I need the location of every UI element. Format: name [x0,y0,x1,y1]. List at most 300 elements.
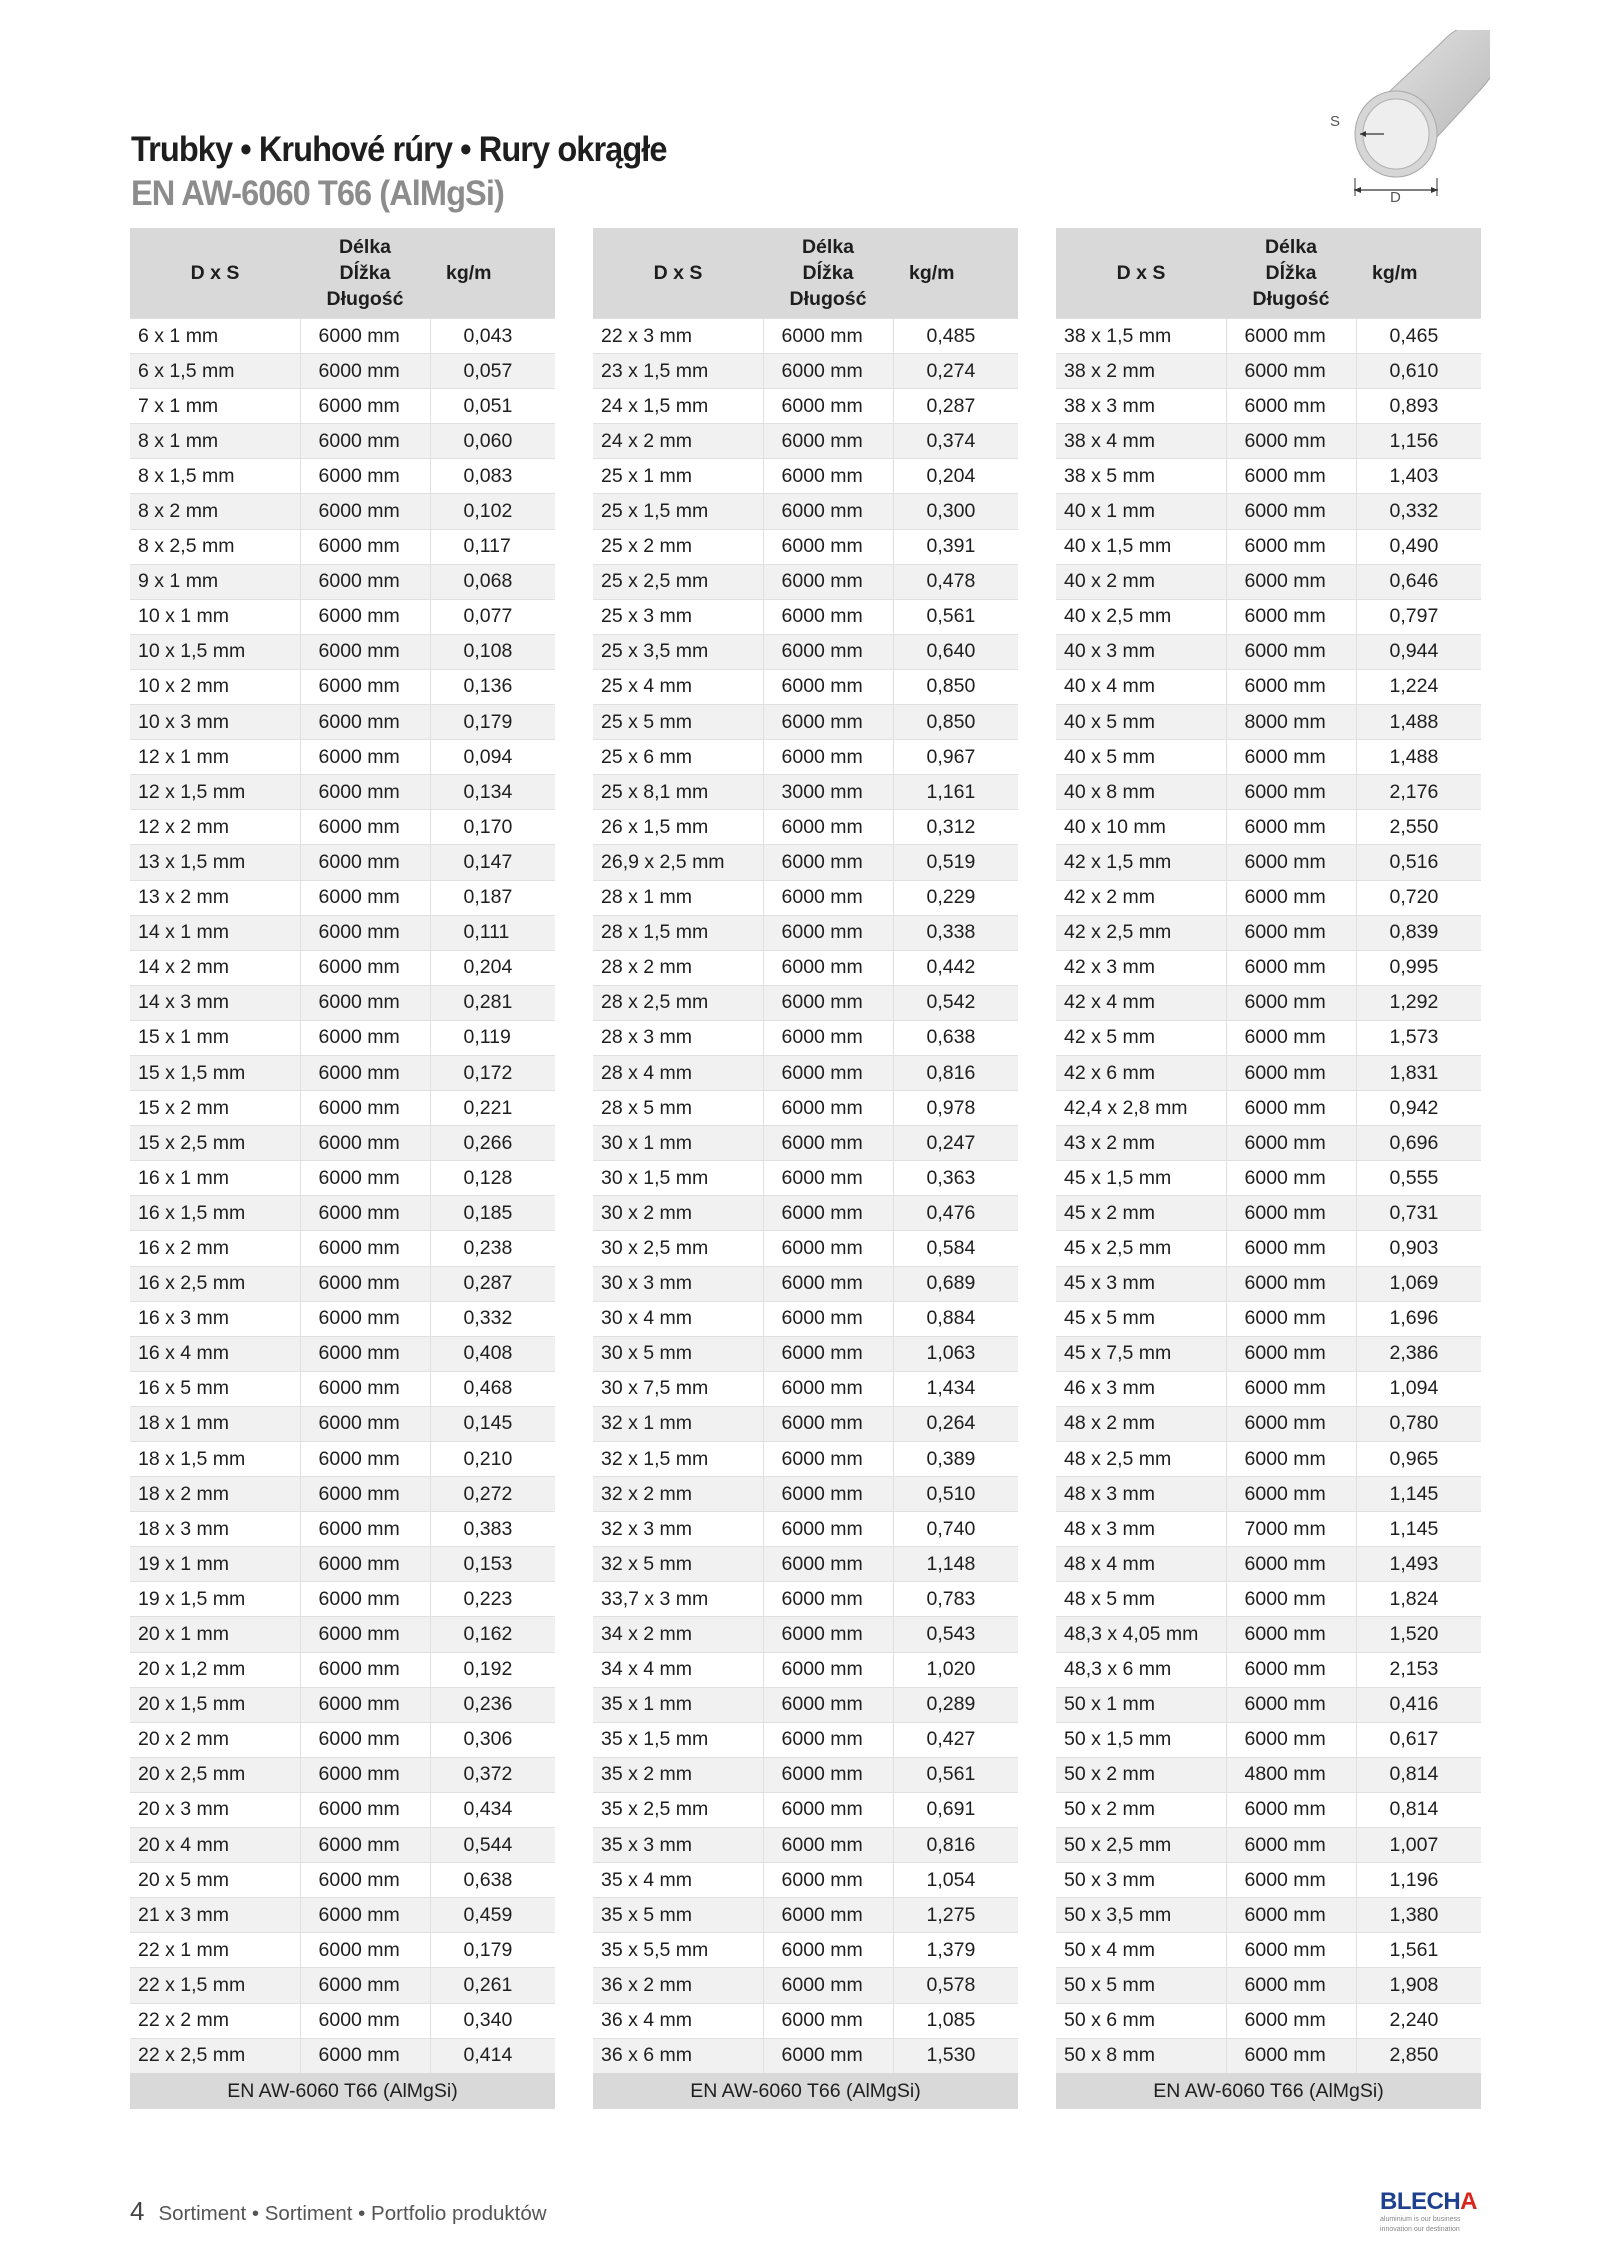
cell-length: 6000 mm [300,1477,430,1512]
cell-dimension: 48 x 3 mm [1056,1512,1226,1547]
cell-weight: 2,240 [1356,2003,1481,2038]
cell-dimension: 12 x 1 mm [130,740,300,775]
cell-dimension: 16 x 2,5 mm [130,1266,300,1301]
cell-dimension: 48 x 5 mm [1056,1582,1226,1617]
table-row [593,880,1018,915]
table-row [1056,1828,1481,1863]
cell-weight: 0,967 [893,740,1018,775]
table-row [130,1336,555,1371]
table-row [1056,915,1481,950]
cell-weight: 0,312 [893,810,1018,845]
cell-length: 6000 mm [300,1617,430,1652]
table-row [593,1126,1018,1161]
cell-weight: 0,696 [1356,1126,1481,1161]
cell-weight: 0,051 [430,389,555,424]
brand-name-main: BLECH [1380,2188,1461,2215]
cell-dimension: 25 x 2,5 mm [593,564,763,599]
cell-dimension: 40 x 2,5 mm [1056,599,1226,634]
table-row [1056,1477,1481,1512]
table-row [593,1196,1018,1231]
cell-length: 6000 mm [300,740,430,775]
table-footer-alloy: EN AW-6060 T66 (AlMgSi) [1056,2073,1481,2109]
footer-text: Sortiment • Sortiment • Portfolio produktów [158,2202,547,2225]
cell-dimension: 30 x 1,5 mm [593,1161,763,1196]
cell-dimension: 15 x 1 mm [130,1020,300,1055]
cell-dimension: 25 x 1,5 mm [593,494,763,529]
cell-dimension: 8 x 1,5 mm [130,459,300,494]
cell-dimension: 38 x 5 mm [1056,459,1226,494]
cell-dimension: 10 x 1 mm [130,599,300,634]
cell-length: 6000 mm [300,1371,430,1406]
table-row [1056,1687,1481,1722]
cell-weight: 0,638 [893,1020,1018,1055]
page-subtitle: EN AW-6060 T66 (AlMgSi) [131,174,504,213]
cell-dimension: 32 x 2 mm [593,1477,763,1512]
cell-weight: 0,561 [893,1757,1018,1792]
cell-dimension: 36 x 4 mm [593,2003,763,2038]
cell-weight: 0,172 [430,1055,555,1090]
cell-weight: 0,170 [430,810,555,845]
cell-weight: 0,147 [430,845,555,880]
cell-dimension: 50 x 8 mm [1056,2038,1226,2073]
table-row [130,1512,555,1547]
cell-dimension: 13 x 1,5 mm [130,845,300,880]
cell-dimension: 50 x 2 mm [1056,1757,1226,1792]
diameter-label: D [1390,189,1401,206]
table-row [1056,1898,1481,1933]
cell-length: 6000 mm [1226,1055,1356,1090]
cell-dimension: 45 x 2 mm [1056,1196,1226,1231]
table-row [593,1266,1018,1301]
cell-length: 6000 mm [300,705,430,740]
cell-weight: 1,145 [1356,1512,1481,1547]
cell-dimension: 25 x 3 mm [593,599,763,634]
table-row [1056,1406,1481,1441]
cell-weight: 0,094 [430,740,555,775]
cell-length: 6000 mm [300,1687,430,1722]
table-row [130,1196,555,1231]
table-header-row [593,228,1018,319]
cell-weight: 1,020 [893,1652,1018,1687]
cell-weight: 1,085 [893,2003,1018,2038]
cell-dimension: 22 x 2 mm [130,2003,300,2038]
cell-length: 6000 mm [763,845,893,880]
cell-dimension: 35 x 2,5 mm [593,1792,763,1827]
cell-dimension: 25 x 2 mm [593,529,763,564]
cell-length: 6000 mm [300,880,430,915]
cell-weight: 1,488 [1356,705,1481,740]
cell-length: 6000 mm [300,985,430,1020]
cell-weight: 0,519 [893,845,1018,880]
table-row [593,354,1018,389]
cell-weight: 0,783 [893,1582,1018,1617]
cell-length: 6000 mm [1226,1477,1356,1512]
cell-weight: 0,300 [893,494,1018,529]
table-row [130,1757,555,1792]
cell-dimension: 24 x 2 mm [593,424,763,459]
cell-dimension: 42 x 4 mm [1056,985,1226,1020]
cell-weight: 0,179 [430,1933,555,1968]
table-footer-row [593,2073,1018,2109]
table-row [593,1757,1018,1792]
cell-weight: 0,223 [430,1582,555,1617]
table-row [1056,810,1481,845]
table-row [1056,1968,1481,2003]
table-row [130,424,555,459]
table-row [130,319,555,354]
cell-length: 6000 mm [300,1020,430,1055]
cell-length: 6000 mm [300,1301,430,1336]
cell-weight: 0,281 [430,985,555,1020]
cell-length: 6000 mm [300,1933,430,1968]
cell-weight: 0,408 [430,1336,555,1371]
cell-dimension: 19 x 1 mm [130,1547,300,1582]
table-row [593,529,1018,564]
cell-length: 6000 mm [763,915,893,950]
cell-weight: 0,442 [893,950,1018,985]
cell-weight: 0,578 [893,1968,1018,2003]
cell-dimension: 40 x 5 mm [1056,705,1226,740]
cell-weight: 2,550 [1356,810,1481,845]
cell-dimension: 10 x 2 mm [130,669,300,704]
cell-length: 6000 mm [300,319,430,354]
table-row [1056,1652,1481,1687]
cell-dimension: 30 x 2,5 mm [593,1231,763,1266]
header-length-cz: Délka [801,236,855,258]
cell-weight: 2,386 [1356,1336,1481,1371]
table-row [593,1091,1018,1126]
cell-dimension: 50 x 3,5 mm [1056,1898,1226,1933]
table-row [1056,1547,1481,1582]
cell-weight: 0,617 [1356,1722,1481,1757]
cell-dimension: 16 x 2 mm [130,1231,300,1266]
table-row [1056,950,1481,985]
header-length-pl: Długość [326,288,404,310]
cell-length: 6000 mm [1226,1687,1356,1722]
cell-dimension: 22 x 2,5 mm [130,2038,300,2073]
table-row [1056,985,1481,1020]
table-row [1056,1091,1481,1126]
cell-weight: 0,272 [430,1477,555,1512]
table-row [130,1863,555,1898]
cell-dimension: 50 x 2 mm [1056,1792,1226,1827]
table-row [130,845,555,880]
cell-weight: 0,187 [430,880,555,915]
cell-dimension: 12 x 2 mm [130,810,300,845]
table-row [593,1231,1018,1266]
cell-length: 7000 mm [1226,1512,1356,1547]
cell-weight: 0,332 [1356,494,1481,529]
cell-length: 6000 mm [1226,354,1356,389]
table-row [1056,494,1481,529]
cell-length: 6000 mm [1226,669,1356,704]
table-header-row [130,228,555,319]
cell-weight: 0,816 [893,1828,1018,1863]
cell-dimension: 9 x 1 mm [130,564,300,599]
cell-length: 6000 mm [1226,810,1356,845]
cell-dimension: 35 x 4 mm [593,1863,763,1898]
cell-weight: 0,179 [430,705,555,740]
cell-dimension: 32 x 1 mm [593,1406,763,1441]
table-row [1056,459,1481,494]
cell-dimension: 25 x 6 mm [593,740,763,775]
cell-length: 6000 mm [300,810,430,845]
table-row [593,810,1018,845]
table-row [130,1091,555,1126]
table-row [593,1055,1018,1090]
cell-length: 6000 mm [763,1828,893,1863]
cell-length: 6000 mm [1226,845,1356,880]
cell-dimension: 50 x 2,5 mm [1056,1828,1226,1863]
page-footer [130,2196,547,2227]
cell-length: 6000 mm [300,1722,430,1757]
cell-weight: 1,148 [893,1547,1018,1582]
cell-weight: 0,740 [893,1512,1018,1547]
cell-length: 6000 mm [763,1020,893,1055]
cell-length: 6000 mm [763,1863,893,1898]
cell-dimension: 15 x 2,5 mm [130,1126,300,1161]
cell-weight: 0,340 [430,2003,555,2038]
cell-dimension: 28 x 1,5 mm [593,915,763,950]
cell-length: 6000 mm [300,1336,430,1371]
cell-weight: 1,403 [1356,459,1481,494]
cell-length: 6000 mm [1226,529,1356,564]
cell-length: 6000 mm [763,880,893,915]
cell-length: 6000 mm [1226,1582,1356,1617]
cell-dimension: 34 x 2 mm [593,1617,763,1652]
cell-weight: 1,007 [1356,1828,1481,1863]
cell-length: 6000 mm [1226,459,1356,494]
cell-weight: 0,287 [893,389,1018,424]
cell-length: 6000 mm [1226,2038,1356,2073]
cell-length: 6000 mm [1226,1196,1356,1231]
cell-length: 6000 mm [763,459,893,494]
brand-tagline-1: aluminium is our business [1380,2216,1461,2223]
table-row [130,1687,555,1722]
cell-weight: 0,083 [430,459,555,494]
thickness-label: S [1330,113,1341,130]
cell-weight: 0,978 [893,1091,1018,1126]
cell-length: 6000 mm [763,1722,893,1757]
cell-dimension: 20 x 1 mm [130,1617,300,1652]
cell-dimension: 10 x 1,5 mm [130,634,300,669]
cell-dimension: 42 x 3 mm [1056,950,1226,985]
cell-weight: 0,057 [430,354,555,389]
table-row [130,529,555,564]
table-row [1056,424,1481,459]
cell-weight: 0,289 [893,1687,1018,1722]
cell-dimension: 18 x 1 mm [130,1406,300,1441]
table-row [593,1301,1018,1336]
cell-weight: 0,043 [430,319,555,354]
table-row [1056,1371,1481,1406]
cell-length: 6000 mm [1226,1968,1356,2003]
cell-weight: 0,068 [430,564,555,599]
table-row [1056,354,1481,389]
cell-dimension: 25 x 4 mm [593,669,763,704]
cell-dimension: 45 x 1,5 mm [1056,1161,1226,1196]
table-row [1056,1863,1481,1898]
cell-length: 6000 mm [1226,775,1356,810]
table-row [1056,2038,1481,2073]
cell-length: 6000 mm [763,1687,893,1722]
cell-weight: 0,363 [893,1161,1018,1196]
brand-name [1380,2190,1490,2214]
cell-weight: 0,584 [893,1231,1018,1266]
cell-dimension: 20 x 5 mm [130,1863,300,1898]
table-row [130,1617,555,1652]
cell-dimension: 20 x 1,5 mm [130,1687,300,1722]
cell-length: 6000 mm [1226,1126,1356,1161]
cell-weight: 0,485 [893,319,1018,354]
cell-weight: 0,839 [1356,915,1481,950]
cell-dimension: 21 x 3 mm [130,1898,300,1933]
table-row [1056,319,1481,354]
table-footer-row [1056,2073,1481,2109]
cell-weight: 1,488 [1356,740,1481,775]
table-row [1056,705,1481,740]
page-number: 4 [130,2196,145,2226]
cell-weight: 1,493 [1356,1547,1481,1582]
cell-length: 6000 mm [763,1196,893,1231]
cell-weight: 0,338 [893,915,1018,950]
cell-dimension: 30 x 4 mm [593,1301,763,1336]
cell-length: 6000 mm [763,634,893,669]
table-row [130,1266,555,1301]
cell-length: 6000 mm [1226,494,1356,529]
cell-dimension: 25 x 3,5 mm [593,634,763,669]
table-row [130,705,555,740]
cell-dimension: 40 x 8 mm [1056,775,1226,810]
table-row [1056,669,1481,704]
cell-dimension: 42 x 2,5 mm [1056,915,1226,950]
table-row [1056,1055,1481,1090]
header-length-cz: Délka [1264,236,1318,258]
cell-weight: 0,490 [1356,529,1481,564]
table-row [1056,599,1481,634]
table-row [1056,529,1481,564]
cell-dimension: 42 x 6 mm [1056,1055,1226,1090]
cell-weight: 1,573 [1356,1020,1481,1055]
table-row [130,494,555,529]
table-row [593,459,1018,494]
cell-weight: 0,814 [1356,1757,1481,1792]
table-row [130,564,555,599]
cell-dimension: 26 x 1,5 mm [593,810,763,845]
cell-dimension: 35 x 2 mm [593,1757,763,1792]
table-row [593,1652,1018,1687]
cell-weight: 1,161 [893,775,1018,810]
table-row [130,985,555,1020]
table-row [130,389,555,424]
cell-length: 6000 mm [763,1442,893,1477]
cell-dimension: 30 x 7,5 mm [593,1371,763,1406]
header-weight: kg/m [430,228,555,319]
cell-weight: 0,383 [430,1512,555,1547]
header-weight: kg/m [1356,228,1481,319]
table-row [130,1301,555,1336]
cell-length: 6000 mm [1226,2003,1356,2038]
cell-dimension: 38 x 3 mm [1056,389,1226,424]
table-row [593,319,1018,354]
cell-length: 6000 mm [300,1512,430,1547]
cell-weight: 0,561 [893,599,1018,634]
table-row [593,915,1018,950]
cell-dimension: 13 x 2 mm [130,880,300,915]
table-row [1056,1512,1481,1547]
cell-length: 6000 mm [300,389,430,424]
table-footer-row [130,2073,555,2109]
tube-diagram-icon [1320,30,1490,215]
pipe-table-1 [130,228,555,2109]
header-length-sk: Dĺžka [1265,262,1317,284]
table-row [130,669,555,704]
cell-dimension: 45 x 3 mm [1056,1266,1226,1301]
table-row [130,1968,555,2003]
cell-length: 6000 mm [300,1582,430,1617]
table-row [130,634,555,669]
cell-weight: 1,054 [893,1863,1018,1898]
table-body [593,319,1018,2074]
table-row [1056,1231,1481,1266]
cell-dimension: 12 x 1,5 mm [130,775,300,810]
table-row [1056,389,1481,424]
cell-weight: 0,893 [1356,389,1481,424]
header-length-pl: Długość [789,288,867,310]
cell-length: 6000 mm [763,705,893,740]
cell-length: 6000 mm [300,2038,430,2073]
cell-weight: 0,274 [893,354,1018,389]
table-row [593,1722,1018,1757]
cell-weight: 1,434 [893,1371,1018,1406]
table-row [130,1828,555,1863]
cell-dimension: 50 x 1,5 mm [1056,1722,1226,1757]
cell-dimension: 48 x 3 mm [1056,1477,1226,1512]
table-row [1056,1301,1481,1336]
table-row [130,1582,555,1617]
cell-weight: 0,108 [430,634,555,669]
cell-weight: 0,468 [430,1371,555,1406]
header-length-cz: Délka [338,236,392,258]
cell-length: 6000 mm [763,1371,893,1406]
cell-dimension: 50 x 4 mm [1056,1933,1226,1968]
table-row [130,1055,555,1090]
cell-dimension: 42,4 x 2,8 mm [1056,1091,1226,1126]
cell-weight: 0,942 [1356,1091,1481,1126]
cell-length: 6000 mm [763,1231,893,1266]
cell-dimension: 48 x 2,5 mm [1056,1442,1226,1477]
table-row [130,1477,555,1512]
table-row [593,740,1018,775]
cell-dimension: 40 x 1 mm [1056,494,1226,529]
cell-dimension: 35 x 1 mm [593,1687,763,1722]
cell-length: 6000 mm [1226,634,1356,669]
cell-length: 6000 mm [1226,1828,1356,1863]
cell-dimension: 15 x 2 mm [130,1091,300,1126]
cell-dimension: 19 x 1,5 mm [130,1582,300,1617]
table-row [130,354,555,389]
cell-length: 6000 mm [1226,424,1356,459]
cell-dimension: 32 x 3 mm [593,1512,763,1547]
cell-weight: 0,229 [893,880,1018,915]
cell-weight: 1,520 [1356,1617,1481,1652]
cell-length: 6000 mm [300,599,430,634]
table-row [593,634,1018,669]
cell-length: 6000 mm [763,1266,893,1301]
cell-dimension: 35 x 5 mm [593,1898,763,1933]
header-length [763,228,893,319]
cell-length: 6000 mm [1226,880,1356,915]
